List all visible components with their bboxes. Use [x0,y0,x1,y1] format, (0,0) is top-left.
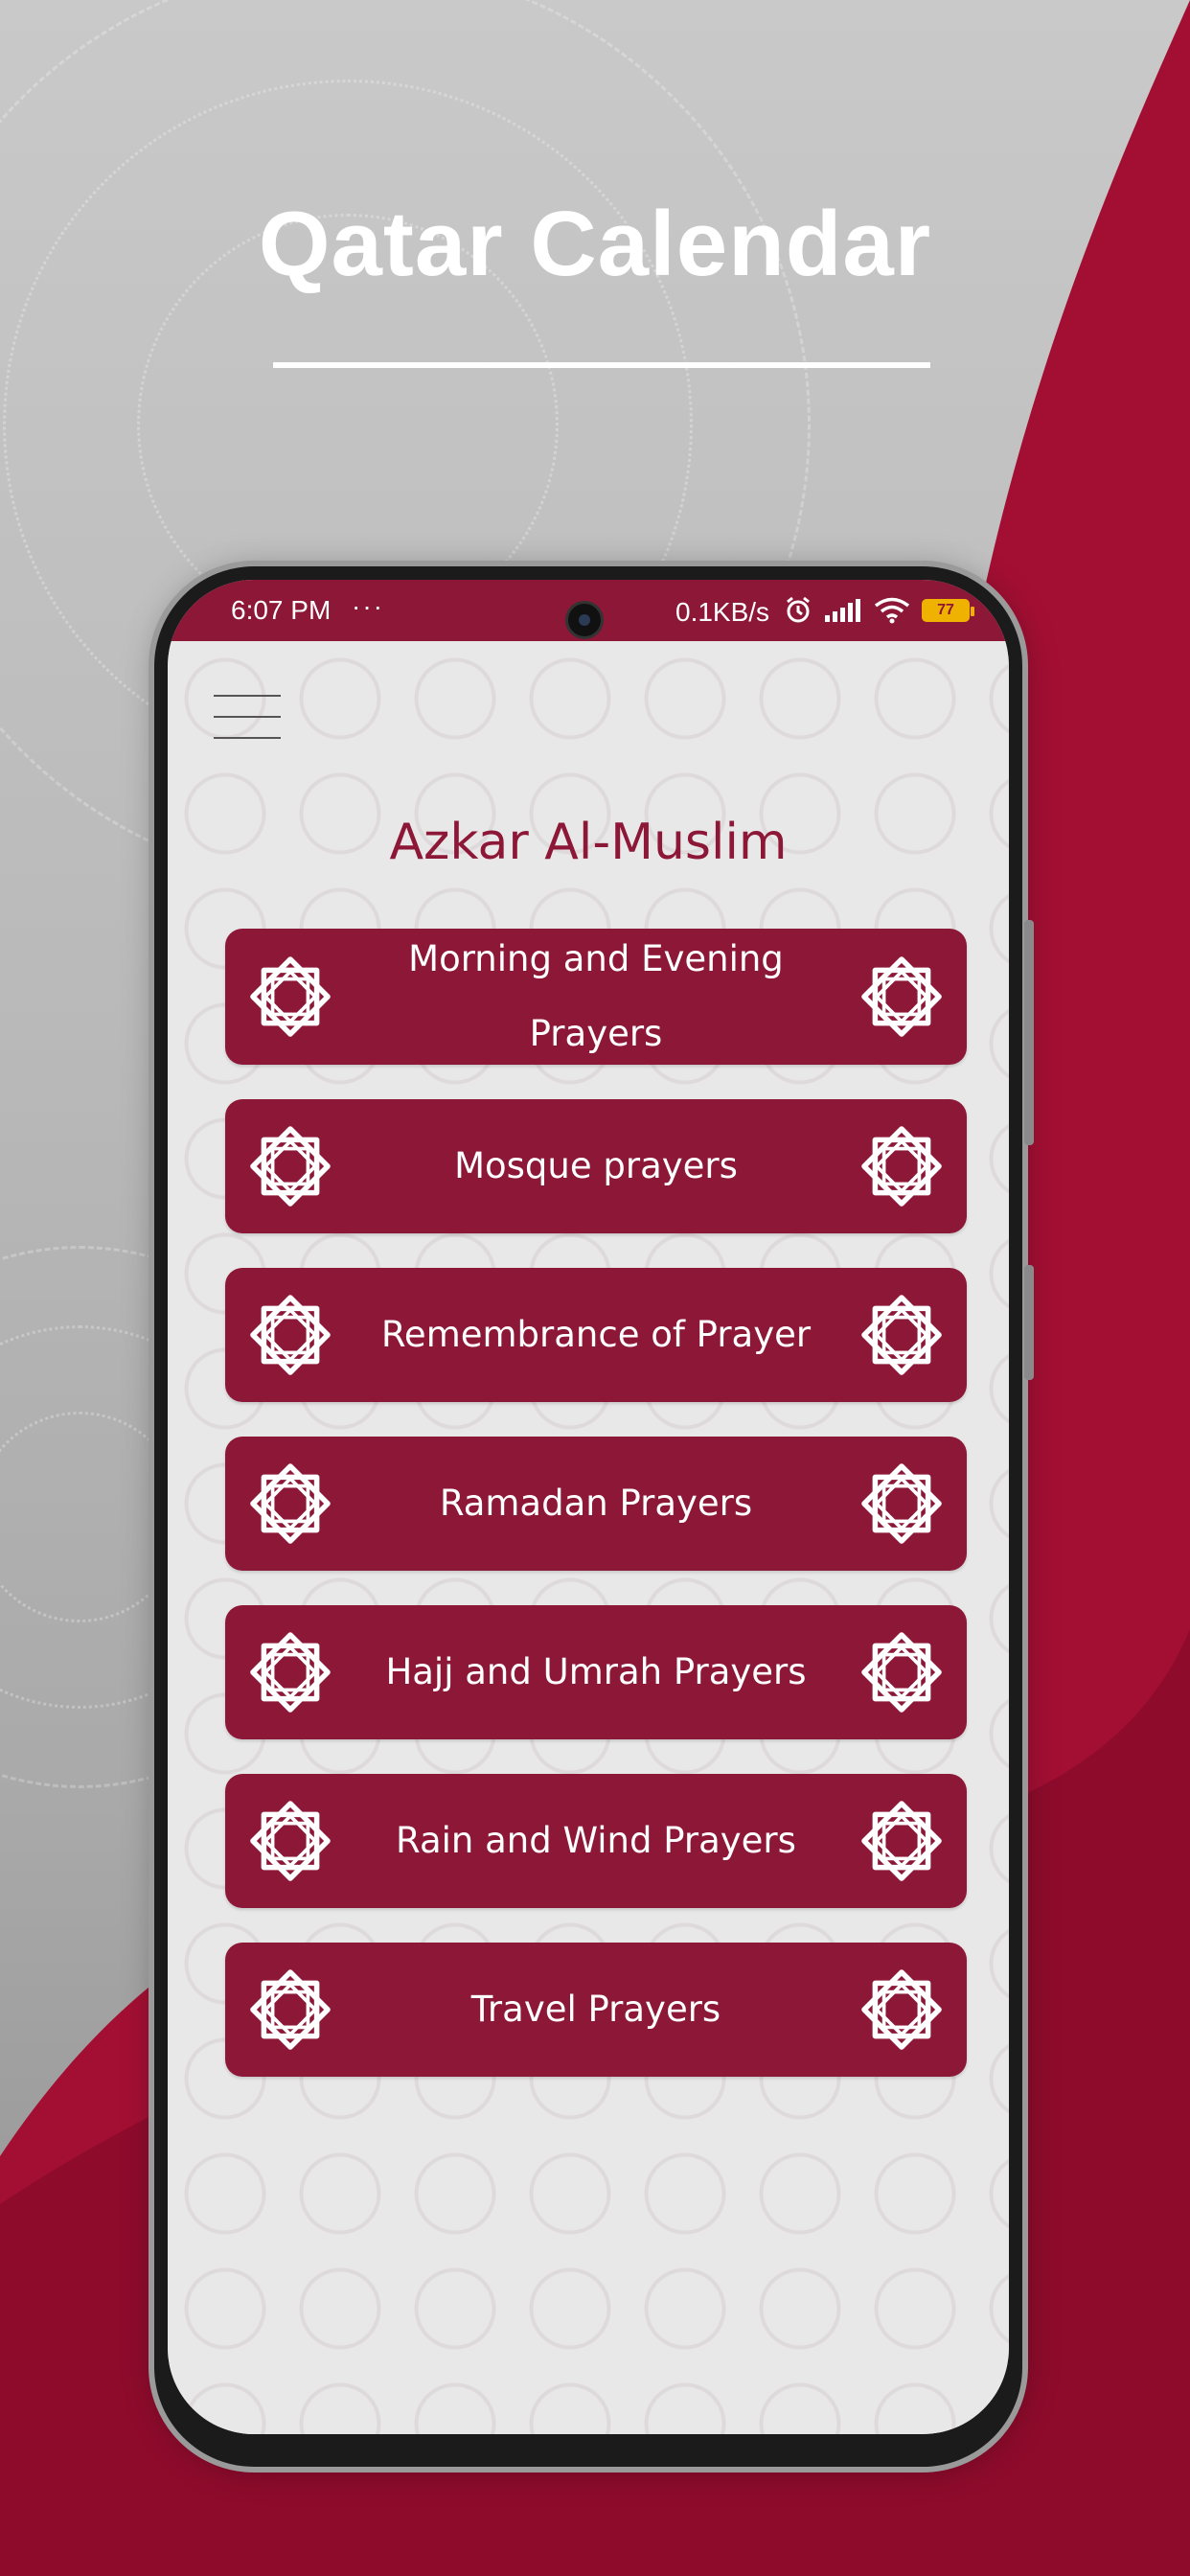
app-content [168,641,1009,2434]
eight-point-star-icon [246,1628,334,1716]
list-item[interactable] [225,929,967,1065]
list-item[interactable] [225,1099,967,1233]
phone-power-button [1024,1265,1034,1380]
list-item-label: Hajj and Umrah Prayers [385,1651,807,1692]
list-item[interactable] [225,1605,967,1739]
status-time: 6:07 PM [231,595,332,625]
menu-button[interactable] [214,695,281,743]
phone-volume-button [1024,920,1034,1145]
phone-screen [168,580,1009,2434]
eight-point-star-icon [246,1122,334,1210]
eight-point-star-icon [858,1460,946,1548]
battery-icon: 77 [922,599,970,622]
hamburger-menu-icon [214,695,281,697]
wifi-icon [874,597,910,624]
status-bar [168,580,1009,641]
list-item[interactable] [225,1943,967,2077]
eight-point-star-icon [858,1291,946,1379]
status-icons [784,595,970,626]
hamburger-line [214,737,281,739]
eight-point-star-icon [246,1460,334,1548]
list-item-label: Rain and Wind Prayers [396,1820,796,1861]
status-more-dots: ··· [352,591,384,621]
page-title: Azkar Al-Muslim [389,814,788,871]
list-item-label: Travel Prayers [470,1989,721,2030]
eight-point-star-icon [858,1966,946,2054]
list-item-label: Morning and Evening Prayers [408,938,784,1054]
list-item-label: Remembrance of Prayer [380,1314,812,1355]
front-camera [565,601,604,639]
list-item[interactable] [225,1437,967,1571]
hamburger-line [214,716,281,718]
eight-point-star-icon [246,1291,334,1379]
alarm-icon [784,596,812,625]
eight-point-star-icon [858,1122,946,1210]
eight-point-star-icon [246,953,334,1041]
list-item[interactable] [225,1268,967,1402]
eight-point-star-icon [858,953,946,1041]
list-item-label: Mosque prayers [454,1145,738,1186]
status-network-speed: 0.1KB/s [675,597,770,627]
list-item-label: Ramadan Prayers [439,1483,753,1524]
list-item[interactable] [225,1774,967,1908]
eight-point-star-icon [858,1628,946,1716]
eight-point-star-icon [246,1966,334,2054]
signal-icon [824,598,862,623]
title-divider [273,362,930,368]
banner-title: Qatar Calendar [258,193,932,295]
eight-point-star-icon [858,1797,946,1885]
eight-point-star-icon [246,1797,334,1885]
prayer-category-list [225,929,967,2111]
